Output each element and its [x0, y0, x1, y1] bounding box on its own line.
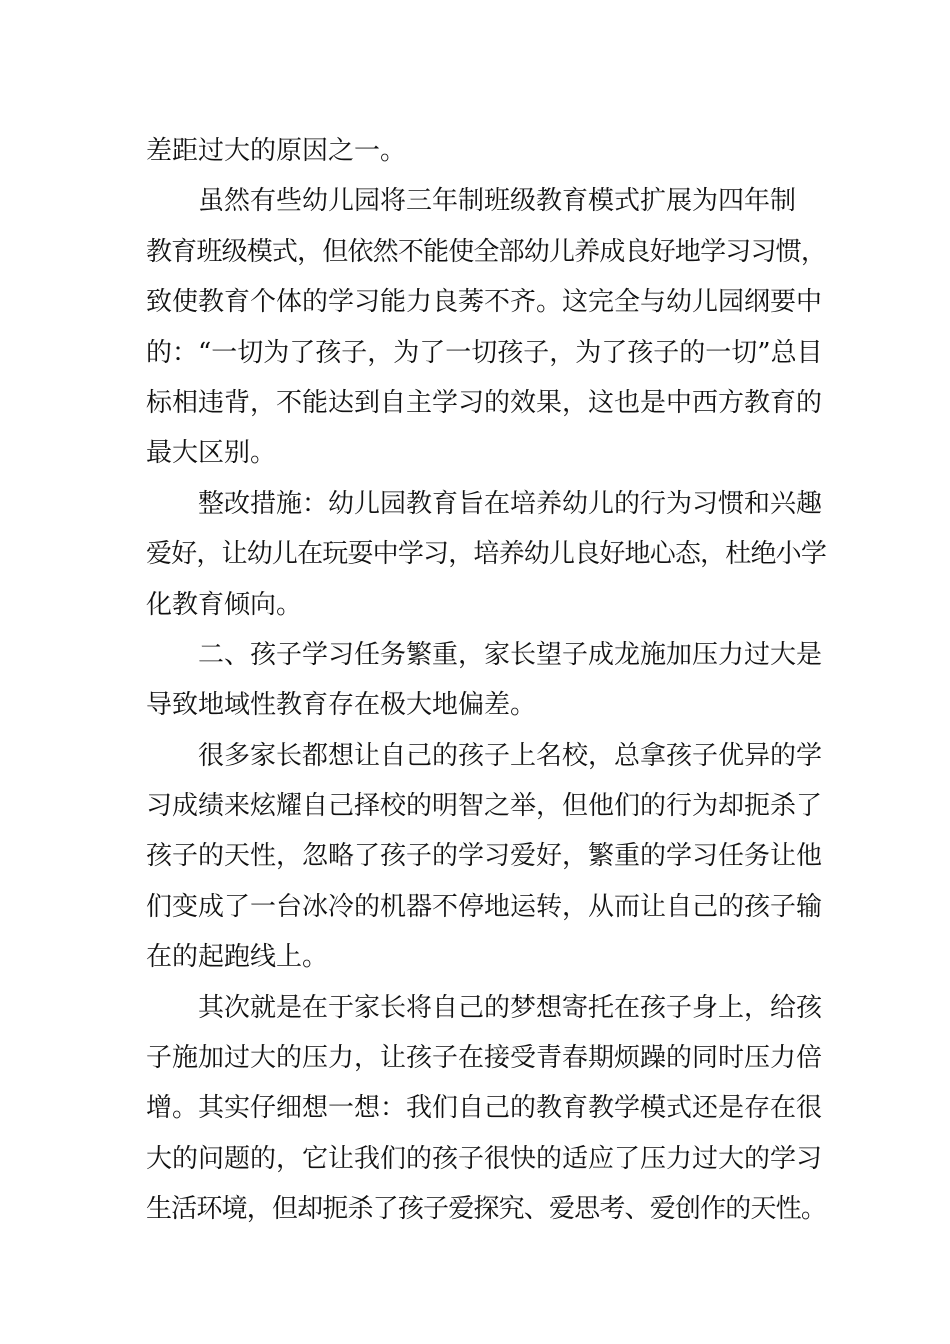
- text-line: 子施加过大的压力，让孩子在接受青春期烦躁的同时压力倍: [146, 1043, 823, 1074]
- text-line: 化教育倾向。: [146, 589, 303, 620]
- text-line: 在的起跑线上。: [146, 942, 329, 973]
- text-line: 导致地域性教育存在极大地偏差。: [146, 690, 537, 721]
- text-line: 习成绩来炫耀自己择校的明智之举，但他们的行为却扼杀了: [146, 791, 823, 822]
- text-line: 差距过大的原因之一。: [146, 136, 407, 166]
- text-line: 增。其实仔细想一想：我们自己的教育教学模式还是存在很: [146, 1093, 823, 1124]
- text-line: 孩子的天性，忽略了孩子的学习爱好，繁重的学习任务让他: [146, 841, 823, 872]
- text-line: 虽然有些幼儿园将三年制班级教育模式扩展为四年制: [198, 186, 797, 217]
- body-text: [146, 126, 826, 1235]
- text-line: 整改措施：幼儿园教育旨在培养幼儿的行为习惯和兴趣: [198, 488, 823, 519]
- text-line: 生活环境，但却扼杀了孩子爱探究、爱思考、爱创作的天性。: [146, 1194, 827, 1225]
- text-line: 的：“一切为了孩子，为了一切孩子，为了孩子的一切”总目: [146, 337, 823, 368]
- text-line: 爱好，让幼儿在玩耍中学习，培养幼儿良好地心态，杜绝小学: [146, 539, 827, 570]
- text-line: 教育班级模式，但依然不能使全部幼儿养成良好地学习习惯，: [146, 236, 827, 267]
- text-line: 其次就是在于家长将自己的梦想寄托在孩子身上，给孩: [198, 992, 823, 1023]
- text-line: 标相违背，不能达到自主学习的效果，这也是中西方教育的: [146, 387, 823, 418]
- text-line: 最大区别。: [146, 438, 277, 469]
- text-line: 大的问题的，它让我们的孩子很快的适应了压力过大的学习: [146, 1143, 823, 1174]
- text-line: 致使教育个体的学习能力良莠不齐。这完全与幼儿园纲要中: [146, 287, 823, 318]
- text-line: 二、孩子学习任务繁重，家长望子成龙施加压力过大是: [198, 639, 823, 670]
- text-line: 们变成了一台冰冷的机器不停地运转，从而让自己的孩子输: [146, 891, 823, 922]
- text-line: 很多家长都想让自己的孩子上名校，总拿孩子优异的学: [198, 740, 823, 771]
